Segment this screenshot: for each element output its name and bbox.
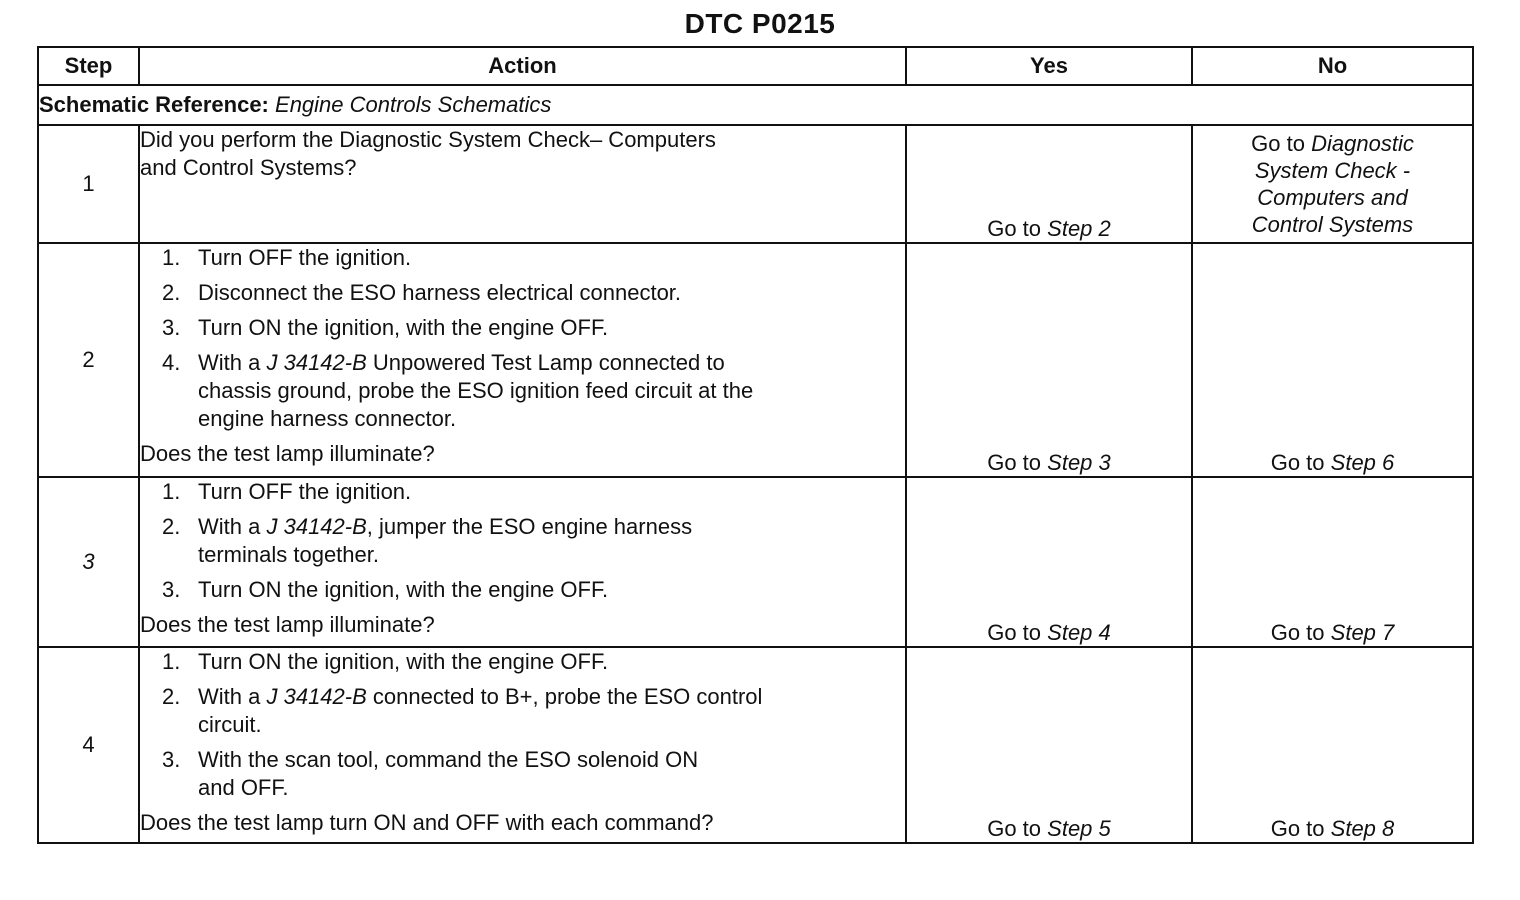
question-line: Did you perform the Diagnostic System Check– Computers: [140, 127, 716, 152]
question-text: Does the test lamp illuminate?: [140, 441, 435, 466]
procedure-item: 2. Disconnect the ESO harness electrical connector.: [162, 280, 682, 305]
yes-target: Step 5: [1047, 816, 1111, 841]
table-header-row: [38, 47, 1473, 85]
no-target-line: Computers and: [1257, 185, 1408, 210]
step-number: 2: [38, 243, 139, 477]
tool-reference: J 34142-B: [266, 514, 367, 539]
table-row: [38, 125, 1473, 243]
yes-target: Step 2: [1047, 216, 1111, 241]
no-prefix: Go to: [1251, 131, 1305, 156]
schematic-reference-row: [38, 85, 1473, 125]
question-text: Does the test lamp illuminate?: [140, 612, 435, 637]
schematic-label: Schematic Reference:: [39, 92, 269, 117]
question-text: Does the test lamp turn ON and OFF with each command?: [140, 810, 714, 835]
table-row: [38, 243, 1473, 477]
yes-cell: Go to Step 5: [906, 647, 1192, 843]
tool-reference: J 34142-B: [266, 350, 367, 375]
yes-target: Step 4: [1047, 620, 1111, 645]
procedure-item: 2. With a J 34142-B, jumper the ESO engine harness terminals together.: [162, 514, 693, 567]
no-cell: Go to Step 6: [1192, 243, 1473, 477]
header-step: Step: [38, 47, 139, 85]
procedure-item: 1. Turn OFF the ignition.: [162, 245, 412, 270]
action-cell: [139, 477, 906, 647]
question-line: and Control Systems?: [140, 155, 357, 180]
schematic-value: Engine Controls Schematics: [275, 92, 552, 117]
step-number: 4: [38, 647, 139, 843]
yes-cell: [906, 125, 1192, 243]
no-target: Step 6: [1330, 450, 1395, 475]
yes-cell: Go to Step 4: [906, 477, 1192, 647]
no-target: Diagnostic: [1311, 131, 1414, 156]
no-cell: Go to Step 7: [1192, 477, 1473, 647]
procedure-item: 3. Turn ON the ignition, with the engine OFF.: [162, 577, 609, 602]
procedure-list: [140, 478, 905, 604]
page-title: DTC P0215: [684, 8, 836, 39]
procedure-item: 3. With the scan tool, command the ESO solenoid ON and OFF.: [162, 747, 699, 800]
no-cell: Go to Step 8: [1192, 647, 1473, 843]
table-row: [38, 477, 1473, 647]
procedure-item: 4. With a J 34142-B Unpowered Test Lamp connected to chassis ground, probe the ESO ignition feed circuit at the engine harness connector.: [162, 350, 754, 431]
action-cell: [139, 243, 906, 477]
procedure-item: 2. With a J 34142-B connected to B+, probe the ESO control circuit.: [162, 684, 763, 737]
header-action: Action: [139, 47, 906, 85]
header-no: No: [1192, 47, 1473, 85]
action-cell: [139, 125, 906, 243]
table-row: [38, 647, 1473, 843]
procedure-item: 1. Turn ON the ignition, with the engine OFF.: [162, 649, 609, 674]
no-cell: [1192, 125, 1473, 243]
no-target-line: System Check -: [1254, 158, 1411, 183]
yes-prefix: Go to: [987, 216, 1042, 241]
tool-reference: J 34142-B: [266, 684, 367, 709]
no-target: Step 8: [1330, 816, 1395, 841]
procedure-list: [140, 244, 905, 433]
no-target: Step 7: [1330, 620, 1395, 645]
step-number: 3: [38, 477, 139, 647]
yes-target: Step 3: [1047, 450, 1111, 475]
yes-cell: Go to Step 3: [906, 243, 1192, 477]
no-target-line: Control Systems: [1251, 212, 1414, 237]
step-number: 1: [38, 125, 139, 243]
diagnostic-table: [37, 46, 1474, 844]
action-cell: [139, 647, 906, 843]
header-yes: Yes: [906, 47, 1192, 85]
procedure-item: 3. Turn ON the ignition, with the engine OFF.: [162, 315, 609, 340]
procedure-list: [140, 648, 905, 802]
schematic-reference: [38, 85, 1473, 125]
procedure-item: 1. Turn OFF the ignition.: [162, 479, 412, 504]
